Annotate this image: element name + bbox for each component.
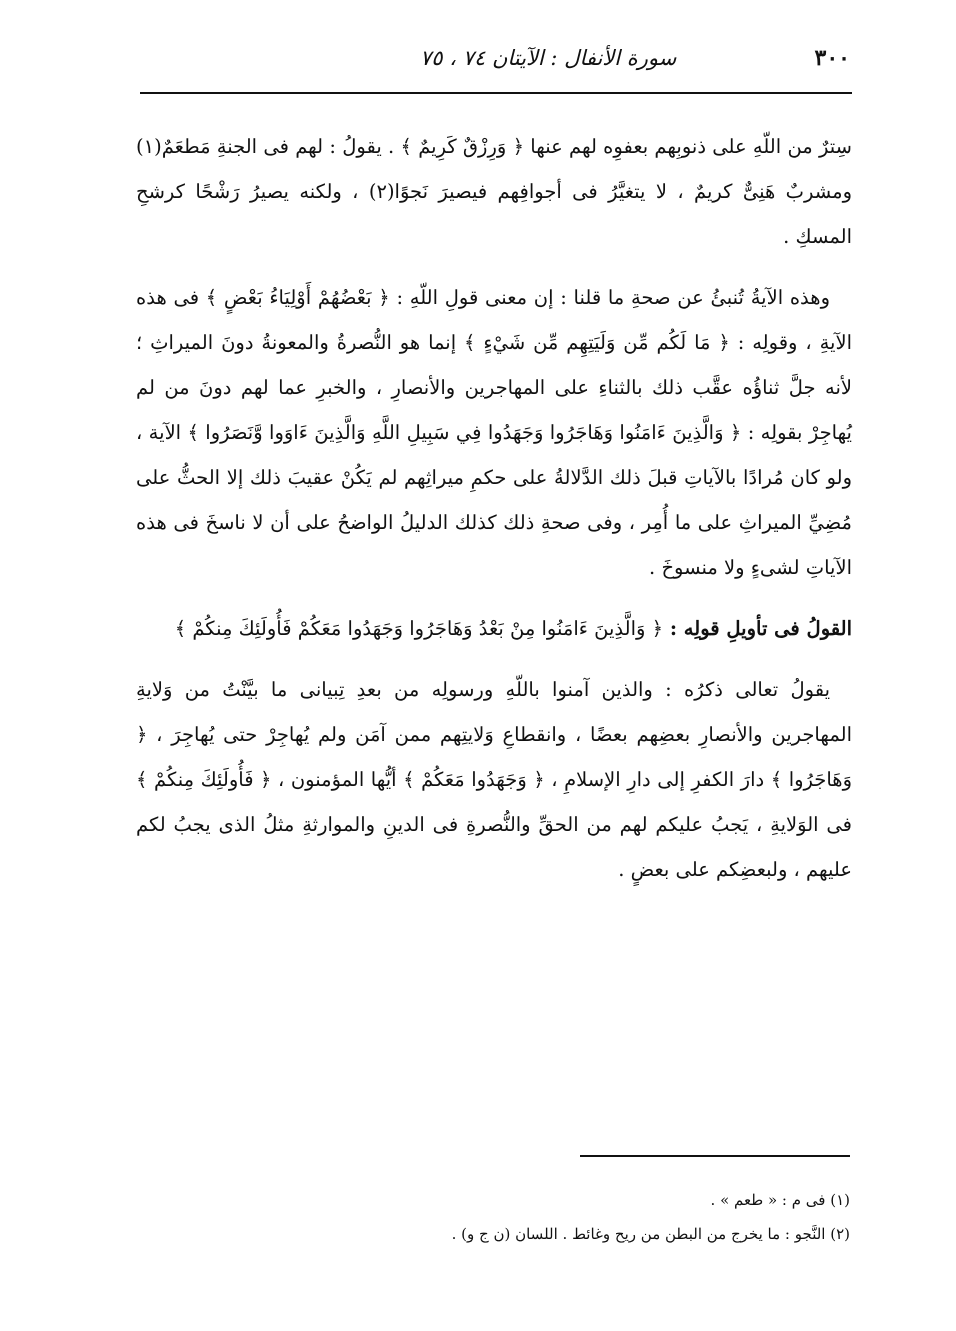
paragraph-2: وهذه الآيةُ تُنبئُ عن صحةِ ما قلنا : إن معنى قولِ اللّهِ : ﴿ بَعْضُهُمْ أَوْلِيَاءُ بَعْضٍ ﴾ فى هذه الآيةِ ، وقولِه : ﴿ مَا لَكُم مِّن وَلَيَتِهِم مِّن شَيْءٍ ﴾ إنما هو النُّصرةُ والمعونةُ دونَ الميراثِ ؛ لأنه جلَّ ثناؤُه عقَّب ذلك بالثناءِ على المهاجرين والأنصارِ ، والخبرِ عما لهم دونَ من لم يُهاجِرْ بقولِه : ﴿ وَالَّذِينَ ءَامَنُوا وَهَاجَرُوا وَجَهَدُوا فِي سَبِيلِ اللَّهِ وَالَّذِينَ ءَاوَوا وَّنَصَرُوا ﴾ الآية ، ولو كان مُرادًا بالآياتِ قبلَ ذلك الدَّلالةُ على حكمِ ميراثِهم لم يَكُنْ عقيبَ ذلك إلا الحثُّ على مُضِيِّ الميراثِ على ما أُمِر ، وفى صحةِ ذلك كذلك الدليلُ الواضحُ على أن لا ناسخَ فى هذه الآياتِ لشىءٍ ولا منسوخَ .	[136, 286, 852, 579]
footnote-2: (٢) النَّجو : ما يخرج من البطن من ريح وغائط . اللسان (ن ج و) .	[451, 1225, 850, 1243]
section-heading	[136, 606, 852, 651]
running-title: سورة الأنفال : الآيتان ٧٤ ، ٧٥	[420, 46, 677, 70]
body-text	[136, 124, 852, 908]
section-heading-lead: القولُ فى تأويلِ قولِه :	[663, 617, 852, 640]
page-header	[140, 38, 850, 78]
section-heading-verse: ﴿ وَالَّذِينَ ءَامَنُوا مِنْ بَعْدُ وَهَاجَرُوا وَجَهَدُوا مَعَكُمْ فَأُولَئِكَ مِنكُمْ ﴾	[174, 617, 664, 640]
paragraph-1: سِترٌ من اللّهِ على ذنوبِهم بعفوِه لهم عنها ﴿ وَرِزْقٌ كَرِيمٌ ﴾ . يقولُ : لهم فى الجنةِ مَطعَمٌ(١) ومشربٌ هَنِىٌّ كريمٌ ، لا يتغيَّرُ فى أجوافِهم فيصيرَ نَجوًا(٢) ، ولكنه يصيرُ رَشْحًا كرشحِ المسكِ .	[136, 135, 852, 248]
paragraph-3: يقولُ تعالى ذكرُه : والذين آمنوا باللّهِ ورسولِه من بعدِ تِبيانى ما بيَّنْتُ من وَلايةِ المهاجرين والأنصارِ بعضِهم بعضًا ، وانقطاعِ وَلايتِهم ممن آمَن ولم يُهاجِرْ حتى يُهاجِرَ ، ﴿ وَهَاجَرُوا ﴾ دارَ الكفرِ إلى دارِ الإسلامِ ، ﴿ وَجَهَدُوا مَعَكُمْ ﴾ أيُّها المؤمنون ، ﴿ فَأُولَئِكَ مِنكُمْ ﴾ فى الوَلايةِ ، يَجبُ عليكم لهم من الحقِّ والنُّصرةِ فى الدينِ والموارثةِ مثلُ الذى يجبُ لكم عليهم ، ولبعضِكم على بعضٍ .	[136, 678, 852, 881]
page-number: ٣٠٠	[814, 45, 850, 71]
footnote-rule	[580, 1155, 850, 1157]
header-rule	[140, 92, 852, 94]
footnote-1: (١) فى م : « طعم » .	[710, 1191, 850, 1209]
footnotes	[300, 1183, 850, 1251]
